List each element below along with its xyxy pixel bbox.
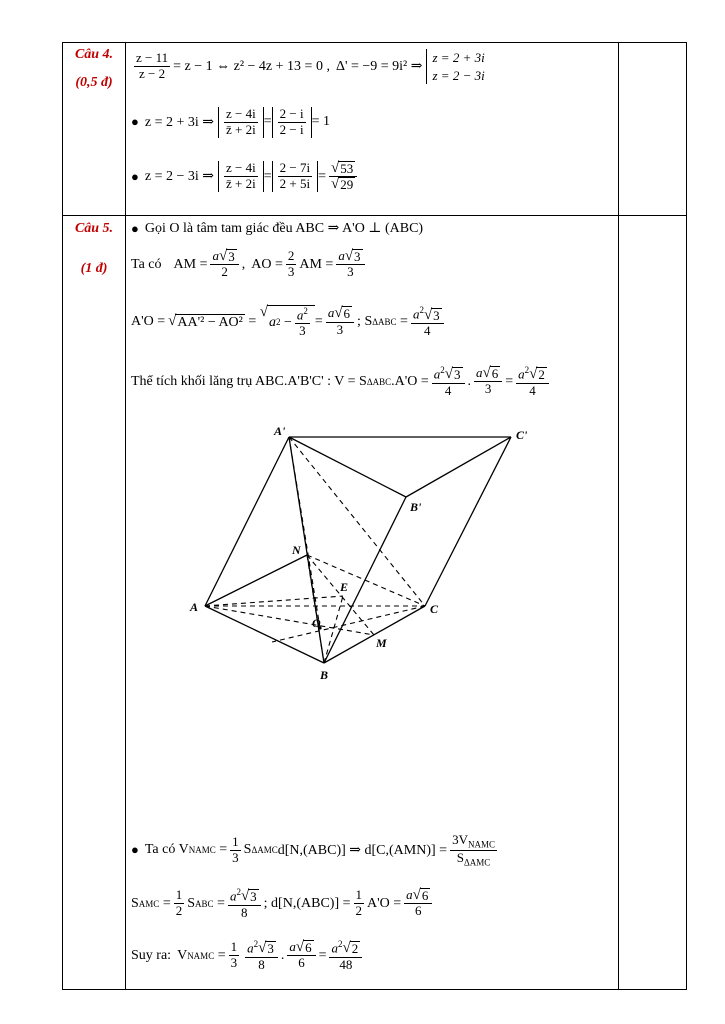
question-4-label: Câu 4. <box>74 47 114 62</box>
edge-a-b <box>205 606 324 663</box>
q5-line-5: ● Ta có V NAMC = $\frac{1}{3}$ S ΔAMC d[N,(ABC)] ⇒ d[C,(AMN)] = $\frac{3V_{NAMC}}{S_{\Delta AMC}}$ <box>131 832 495 868</box>
edge-a1-o <box>289 437 320 628</box>
edge-a1-c <box>289 437 425 606</box>
column-divider <box>618 43 619 989</box>
q4-step-3: ● z = 2 − 3i ⇒ $\frac{z - 4i}{z̄ + 2i}$ = $\frac{2 - 7i}{2 + 5i}$ = √ 53 √ 29 <box>131 161 360 193</box>
solution-table <box>62 42 687 990</box>
q5-line-2: Ta có AM = a √ 3 2 , AO = $\frac{2}{3}$ AM = a √ 3 3 <box>131 249 368 280</box>
q4-step-2: ● z = 2 + 3i ⇒ $\frac{z - 4i}{z̄ + 2i}$ = $\frac{2 - i}{2 - i}$ = 1 <box>131 106 330 137</box>
label-O: O <box>312 616 321 630</box>
edge-a-e <box>205 596 343 606</box>
edge-b-c <box>324 606 425 663</box>
label-M: M <box>376 636 387 650</box>
edge-n-c <box>307 555 425 606</box>
question-4-points: (0,5 đ) <box>75 75 113 90</box>
edge-c-o <box>272 606 425 642</box>
column-divider <box>125 43 126 989</box>
q5-line-1: ● Gọi O là tâm tam giác đều ABC ⇒ A'O ⊥ (ABC) <box>131 220 424 236</box>
edge-a-a1 <box>205 437 289 606</box>
edge-a1-b1 <box>289 437 406 497</box>
edge-c-c1 <box>425 437 511 606</box>
q5-line-4: Thể tích khối lăng trụ ABC.A'B'C' : V = S ΔABC .A'O = $a^2$ √ 3 4 . a √ 6 3 = $a^2$ √ 2 4 <box>131 365 552 399</box>
edge-a-m <box>205 606 374 635</box>
question-5-label: Câu 5. <box>74 221 114 236</box>
q5-line-6: S AMC = $\frac{1}{2}$ S ABC = $a^2$ √ 3 8 ; d[N,(ABC)] = $\frac{1}{2}$ A'O = a √ 6 6 <box>131 887 435 921</box>
label-B1: B' <box>410 500 422 514</box>
question-5-points: (1 đ) <box>80 261 108 276</box>
label-A1: A' <box>274 424 286 438</box>
q4-step-1: $\frac{z - 11}{z - 2}$ = z − 1 ⇔ z² − 4z + 13 = 0 , Δ' = −9 = 9i² ⇒ z = 2 + 3i z = 2 − 3i <box>136 50 485 83</box>
label-B: B <box>320 668 329 682</box>
label-N: N <box>292 543 301 557</box>
q5-line-7: Suy ra: V NAMC = $\frac{1}{3}$ $a^2$ √ 3 8 . a √ 6 6 = $a^2$ √ 2 48 <box>131 939 365 973</box>
label-C: C <box>430 602 439 616</box>
label-C1: C' <box>516 428 528 442</box>
label-A: A <box>190 600 199 614</box>
edge-a-n <box>205 555 307 606</box>
q5-line-3: A'O = √ AA'² − AO² = √ a 2 − $\frac{a^2}{3}$ = a √ 6 3 ; S ΔABC = $a^2$ √ 3 4 <box>131 305 447 339</box>
prism-figure <box>188 423 528 683</box>
label-E: E <box>340 580 349 594</box>
row-divider <box>63 215 686 216</box>
